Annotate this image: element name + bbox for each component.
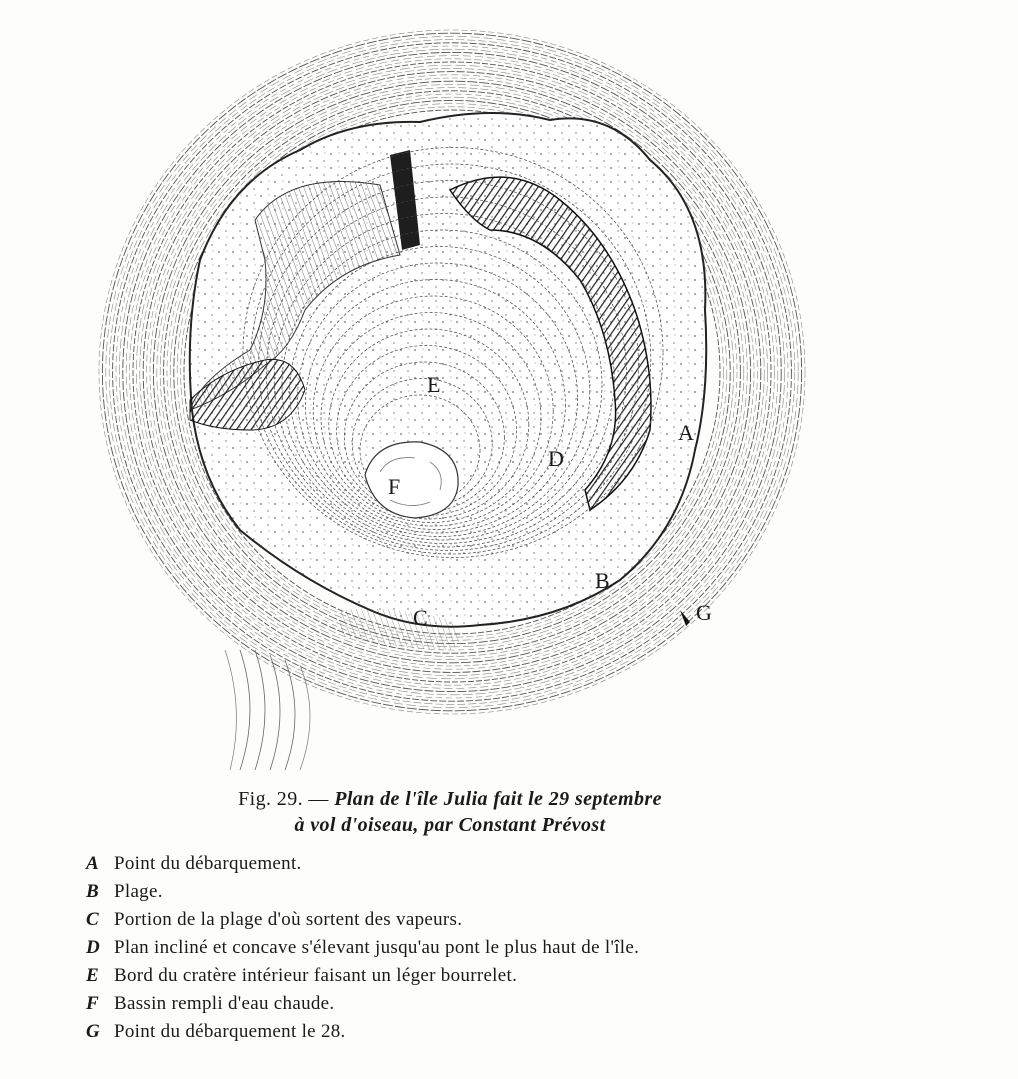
legend-item-d bbox=[86, 936, 826, 960]
caption-line-2: à vol d'oiseau, par Constant Prévost bbox=[294, 814, 606, 836]
legend-text: Bord du cratère intérieur faisant un léger bourrelet. bbox=[114, 965, 518, 986]
map-label-g: G bbox=[696, 600, 712, 625]
legend-text: Point du débarquement le 28. bbox=[114, 1021, 346, 1042]
legend-item-f bbox=[86, 992, 826, 1016]
legend-text: Bassin rempli d'eau chaude. bbox=[114, 993, 335, 1014]
legend-item-b bbox=[86, 880, 826, 904]
legend-key: A bbox=[86, 853, 99, 874]
legend-key: G bbox=[86, 1021, 101, 1042]
map-label-b: B bbox=[595, 568, 610, 593]
legend-item-e bbox=[86, 964, 826, 988]
engraving-svg bbox=[90, 10, 820, 770]
map-label-f: F bbox=[388, 474, 401, 499]
legend-key: E bbox=[86, 965, 99, 986]
island-plan-illustration bbox=[90, 10, 820, 770]
legend-item-a bbox=[86, 852, 826, 876]
legend-key: C bbox=[86, 909, 99, 930]
map-label-e: E bbox=[427, 372, 441, 397]
map-label-d: D bbox=[548, 446, 564, 471]
legend-text: Point du débarquement. bbox=[114, 853, 302, 874]
figure-caption bbox=[0, 786, 900, 838]
legend-key: D bbox=[86, 937, 101, 958]
sea-ripple-tail bbox=[225, 650, 310, 770]
caption-line-1 bbox=[0, 786, 900, 812]
caption-title-part-1: Plan de l'île Julia fait le 29 septembre bbox=[334, 788, 662, 810]
legend-key: B bbox=[86, 881, 99, 902]
legend-item-c bbox=[86, 908, 826, 932]
legend-text: Plan incliné et concave s'élevant jusqu'au pont le plus haut de l'île. bbox=[114, 937, 640, 958]
figure-number: Fig. 29. — bbox=[238, 788, 329, 810]
legend-text: Plage. bbox=[114, 881, 163, 902]
map-label-a: A bbox=[678, 420, 694, 445]
legend-item-g bbox=[86, 1020, 826, 1044]
figure-legend bbox=[86, 852, 826, 1048]
legend-text: Portion de la plage d'où sortent des vapeurs. bbox=[114, 909, 463, 930]
map-label-c: C bbox=[413, 605, 428, 630]
legend-key: F bbox=[86, 993, 99, 1014]
